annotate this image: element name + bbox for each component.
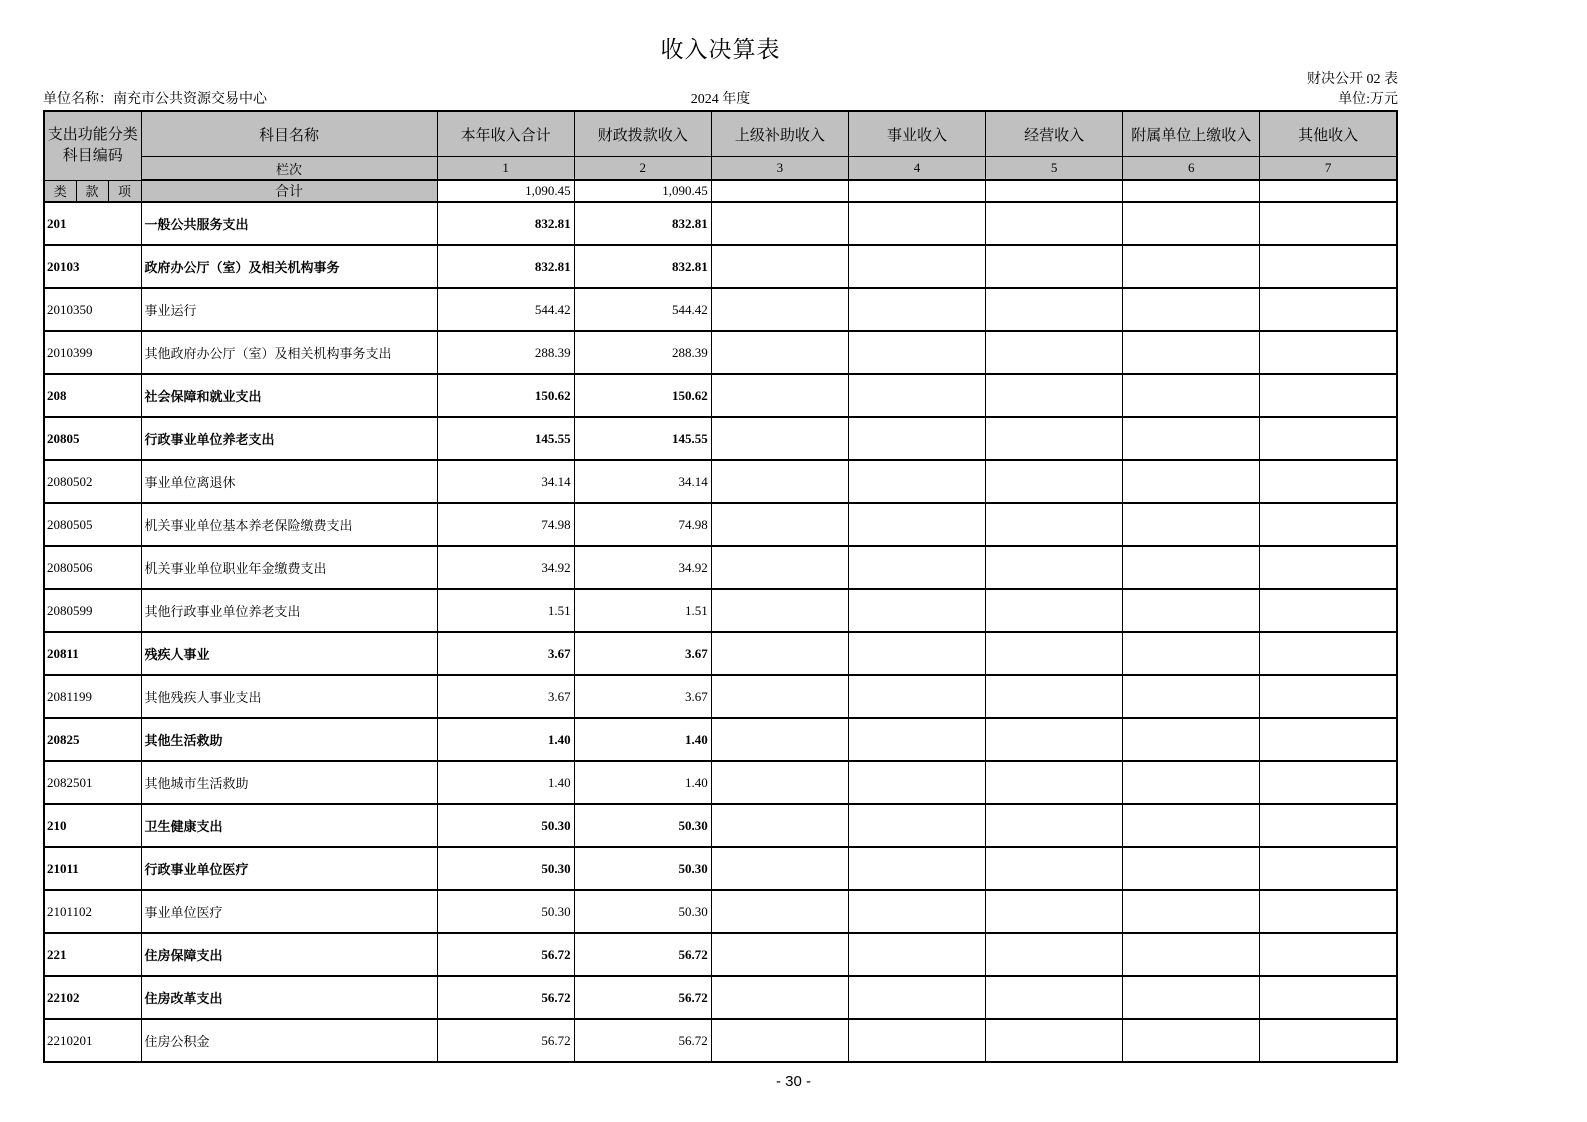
header-row-1 bbox=[44, 111, 1397, 157]
header-function-code-line1: 支出功能分类 bbox=[47, 126, 138, 143]
total-value-cell bbox=[711, 180, 848, 202]
value-cell bbox=[711, 202, 848, 245]
value-cell: 34.92 bbox=[574, 546, 711, 589]
value-cell bbox=[1123, 804, 1260, 847]
fiscal-year: 2024 年度 bbox=[690, 92, 751, 107]
value-cell: 150.62 bbox=[437, 374, 574, 417]
total-value-cell bbox=[986, 180, 1123, 202]
total-row bbox=[44, 180, 1397, 202]
value-cell: 832.81 bbox=[437, 245, 574, 288]
value-cell bbox=[848, 331, 985, 374]
value-cell bbox=[711, 632, 848, 675]
code-cell: 2082501 bbox=[44, 761, 141, 804]
name-cell: 政府办公厅（室）及相关机构事务 bbox=[141, 245, 437, 288]
value-cell: 544.42 bbox=[437, 288, 574, 331]
value-cell bbox=[848, 976, 985, 1019]
value-cell bbox=[848, 503, 985, 546]
value-cell: 1.51 bbox=[437, 589, 574, 632]
code-cell: 221 bbox=[44, 933, 141, 976]
value-cell: 56.72 bbox=[574, 933, 711, 976]
value-cell bbox=[986, 503, 1123, 546]
name-cell: 其他城市生活救助 bbox=[141, 761, 437, 804]
header-col-operating-income: 经营收入 bbox=[986, 111, 1123, 157]
value-cell bbox=[848, 632, 985, 675]
header-col-subsidiary-remittance: 附属单位上缴收入 bbox=[1123, 111, 1260, 157]
value-cell bbox=[1123, 847, 1260, 890]
table-row bbox=[44, 589, 1397, 632]
header-col-superior-subsidy: 上级补助收入 bbox=[711, 111, 848, 157]
name-cell: 事业运行 bbox=[141, 288, 437, 331]
value-cell bbox=[1260, 589, 1397, 632]
code-cell: 2080502 bbox=[44, 460, 141, 503]
value-cell: 56.72 bbox=[437, 976, 574, 1019]
value-cell: 74.98 bbox=[574, 503, 711, 546]
code-cell: 2210201 bbox=[44, 1019, 141, 1062]
value-cell bbox=[1123, 460, 1260, 503]
value-cell bbox=[1260, 718, 1397, 761]
table-row bbox=[44, 718, 1397, 761]
value-cell bbox=[986, 675, 1123, 718]
code-sub-lei: 类 bbox=[44, 180, 76, 202]
value-cell: 1.40 bbox=[574, 761, 711, 804]
value-cell: 74.98 bbox=[437, 503, 574, 546]
value-cell: 50.30 bbox=[574, 804, 711, 847]
value-cell bbox=[986, 804, 1123, 847]
value-cell: 34.92 bbox=[437, 546, 574, 589]
value-cell bbox=[711, 288, 848, 331]
col-number-1: 1 bbox=[437, 157, 574, 181]
table-row bbox=[44, 374, 1397, 417]
code-cell: 2010399 bbox=[44, 331, 141, 374]
name-cell: 其他生活救助 bbox=[141, 718, 437, 761]
name-cell: 一般公共服务支出 bbox=[141, 202, 437, 245]
value-cell: 3.67 bbox=[437, 675, 574, 718]
value-cell: 50.30 bbox=[437, 847, 574, 890]
value-cell: 56.72 bbox=[574, 1019, 711, 1062]
value-cell bbox=[986, 933, 1123, 976]
value-cell bbox=[711, 245, 848, 288]
name-cell: 事业单位离退休 bbox=[141, 460, 437, 503]
header-col-fiscal-appropriation: 财政拨款收入 bbox=[574, 111, 711, 157]
value-cell bbox=[711, 847, 848, 890]
value-cell bbox=[1123, 417, 1260, 460]
value-cell bbox=[1260, 503, 1397, 546]
header-subject-name: 科目名称 bbox=[141, 111, 437, 157]
value-cell: 288.39 bbox=[437, 331, 574, 374]
col-number-3: 3 bbox=[711, 157, 848, 181]
code-cell: 2081199 bbox=[44, 675, 141, 718]
value-cell bbox=[848, 374, 985, 417]
code-cell: 210 bbox=[44, 804, 141, 847]
name-cell: 住房公积金 bbox=[141, 1019, 437, 1062]
doc-table-label: 财决公开 02 表 bbox=[1307, 72, 1398, 87]
code-cell: 2080506 bbox=[44, 546, 141, 589]
value-cell bbox=[986, 1019, 1123, 1062]
col-number-4: 4 bbox=[848, 157, 985, 181]
name-cell: 行政事业单位养老支出 bbox=[141, 417, 437, 460]
value-cell bbox=[848, 589, 985, 632]
code-cell: 2101102 bbox=[44, 890, 141, 933]
table-row bbox=[44, 245, 1397, 288]
value-cell bbox=[986, 976, 1123, 1019]
value-cell bbox=[711, 890, 848, 933]
code-sub-xiang: 项 bbox=[108, 180, 141, 202]
table-row bbox=[44, 331, 1397, 374]
value-cell bbox=[1123, 202, 1260, 245]
value-cell: 1.40 bbox=[437, 761, 574, 804]
value-cell bbox=[848, 890, 985, 933]
value-cell bbox=[711, 976, 848, 1019]
value-cell bbox=[1123, 374, 1260, 417]
value-cell bbox=[711, 933, 848, 976]
code-cell: 2080599 bbox=[44, 589, 141, 632]
code-cell: 208 bbox=[44, 374, 141, 417]
name-cell: 其他行政事业单位养老支出 bbox=[141, 589, 437, 632]
header-row-lanci bbox=[44, 157, 1397, 181]
total-value-cell: 1,090.45 bbox=[574, 180, 711, 202]
table-row bbox=[44, 933, 1397, 976]
code-cell: 20811 bbox=[44, 632, 141, 675]
value-cell: 1.40 bbox=[574, 718, 711, 761]
value-cell bbox=[711, 460, 848, 503]
value-cell bbox=[986, 890, 1123, 933]
table-row bbox=[44, 546, 1397, 589]
name-cell: 残疾人事业 bbox=[141, 632, 437, 675]
name-cell: 社会保障和就业支出 bbox=[141, 374, 437, 417]
value-cell bbox=[711, 675, 848, 718]
table-row bbox=[44, 460, 1397, 503]
value-cell: 34.14 bbox=[437, 460, 574, 503]
value-cell: 34.14 bbox=[574, 460, 711, 503]
header-function-code bbox=[44, 111, 141, 180]
value-cell: 832.81 bbox=[437, 202, 574, 245]
unit-name: 单位名称：南充市公共资源交易中心 bbox=[43, 92, 267, 107]
value-cell bbox=[848, 933, 985, 976]
value-cell bbox=[986, 460, 1123, 503]
name-cell: 行政事业单位医疗 bbox=[141, 847, 437, 890]
code-cell: 20805 bbox=[44, 417, 141, 460]
value-cell bbox=[848, 288, 985, 331]
table-row bbox=[44, 804, 1397, 847]
table-row bbox=[44, 1019, 1397, 1062]
value-cell bbox=[848, 718, 985, 761]
value-cell bbox=[1260, 761, 1397, 804]
value-cell: 50.30 bbox=[437, 804, 574, 847]
value-cell: 3.67 bbox=[437, 632, 574, 675]
value-cell: 145.55 bbox=[437, 417, 574, 460]
name-cell: 卫生健康支出 bbox=[141, 804, 437, 847]
value-cell: 3.67 bbox=[574, 632, 711, 675]
header-col-institutional-income: 事业收入 bbox=[848, 111, 985, 157]
value-cell bbox=[848, 675, 985, 718]
col-number-5: 5 bbox=[986, 157, 1123, 181]
value-cell bbox=[711, 546, 848, 589]
value-cell bbox=[1123, 546, 1260, 589]
value-cell bbox=[711, 718, 848, 761]
value-cell bbox=[986, 202, 1123, 245]
value-cell bbox=[1260, 1019, 1397, 1062]
page-number: - 30 - bbox=[775, 1073, 811, 1090]
value-cell bbox=[1123, 331, 1260, 374]
value-cell bbox=[986, 245, 1123, 288]
value-cell bbox=[848, 1019, 985, 1062]
value-cell: 1.40 bbox=[437, 718, 574, 761]
value-cell: 832.81 bbox=[574, 245, 711, 288]
col-number-7: 7 bbox=[1260, 157, 1397, 181]
table-row bbox=[44, 890, 1397, 933]
value-cell bbox=[1260, 245, 1397, 288]
table-row bbox=[44, 503, 1397, 546]
value-cell bbox=[1260, 374, 1397, 417]
value-cell bbox=[986, 546, 1123, 589]
value-cell bbox=[1123, 976, 1260, 1019]
value-cell bbox=[1260, 417, 1397, 460]
name-cell: 其他政府办公厅（室）及相关机构事务支出 bbox=[141, 331, 437, 374]
page-title: 收入决算表 bbox=[660, 37, 781, 62]
code-cell: 20825 bbox=[44, 718, 141, 761]
value-cell bbox=[1123, 1019, 1260, 1062]
name-cell: 住房保障支出 bbox=[141, 933, 437, 976]
value-cell bbox=[848, 847, 985, 890]
value-cell bbox=[1260, 847, 1397, 890]
value-cell bbox=[1260, 804, 1397, 847]
value-cell bbox=[1123, 503, 1260, 546]
header-col-other-income: 其他收入 bbox=[1260, 111, 1397, 157]
table-row bbox=[44, 761, 1397, 804]
value-cell: 145.55 bbox=[574, 417, 711, 460]
value-cell bbox=[1260, 202, 1397, 245]
value-cell bbox=[1260, 546, 1397, 589]
name-cell: 住房改革支出 bbox=[141, 976, 437, 1019]
name-cell: 机关事业单位基本养老保险缴费支出 bbox=[141, 503, 437, 546]
value-cell bbox=[986, 417, 1123, 460]
value-cell bbox=[986, 374, 1123, 417]
code-cell: 22102 bbox=[44, 976, 141, 1019]
value-cell bbox=[986, 761, 1123, 804]
value-cell: 56.72 bbox=[437, 933, 574, 976]
name-cell: 其他残疾人事业支出 bbox=[141, 675, 437, 718]
value-cell bbox=[711, 804, 848, 847]
header-col-total-income: 本年收入合计 bbox=[437, 111, 574, 157]
value-cell: 832.81 bbox=[574, 202, 711, 245]
value-cell: 3.67 bbox=[574, 675, 711, 718]
col-number-2: 2 bbox=[574, 157, 711, 181]
total-value-cell bbox=[1123, 180, 1260, 202]
value-cell bbox=[1260, 460, 1397, 503]
meta-row bbox=[43, 88, 1398, 108]
value-cell bbox=[848, 761, 985, 804]
col-number-6: 6 bbox=[1123, 157, 1260, 181]
value-cell bbox=[1123, 632, 1260, 675]
value-cell: 288.39 bbox=[574, 331, 711, 374]
value-cell bbox=[1260, 933, 1397, 976]
value-cell bbox=[1123, 589, 1260, 632]
code-cell: 2080505 bbox=[44, 503, 141, 546]
value-cell bbox=[848, 460, 985, 503]
value-cell bbox=[986, 847, 1123, 890]
value-cell bbox=[1123, 675, 1260, 718]
value-cell bbox=[848, 804, 985, 847]
value-cell bbox=[711, 589, 848, 632]
value-cell bbox=[711, 761, 848, 804]
value-cell bbox=[1123, 288, 1260, 331]
table-row bbox=[44, 202, 1397, 245]
table-row bbox=[44, 632, 1397, 675]
value-cell bbox=[986, 589, 1123, 632]
value-cell bbox=[711, 503, 848, 546]
value-cell bbox=[848, 546, 985, 589]
value-cell bbox=[711, 1019, 848, 1062]
name-cell: 机关事业单位职业年金缴费支出 bbox=[141, 546, 437, 589]
name-cell: 事业单位医疗 bbox=[141, 890, 437, 933]
code-cell: 2010350 bbox=[44, 288, 141, 331]
value-cell: 50.30 bbox=[574, 890, 711, 933]
total-label: 合计 bbox=[141, 180, 437, 202]
unit-of-measure: 单位:万元 bbox=[1338, 92, 1398, 107]
table-row bbox=[44, 675, 1397, 718]
value-cell bbox=[1123, 890, 1260, 933]
value-cell bbox=[848, 245, 985, 288]
code-cell: 20103 bbox=[44, 245, 141, 288]
header-function-code-line2: 科目编码 bbox=[62, 147, 123, 164]
value-cell bbox=[986, 632, 1123, 675]
code-sub-kuan: 款 bbox=[76, 180, 108, 202]
value-cell bbox=[711, 331, 848, 374]
total-value-cell bbox=[848, 180, 985, 202]
value-cell: 544.42 bbox=[574, 288, 711, 331]
value-cell: 50.30 bbox=[574, 847, 711, 890]
value-cell: 1.51 bbox=[574, 589, 711, 632]
total-value-cell bbox=[1260, 180, 1397, 202]
table-row bbox=[44, 847, 1397, 890]
value-cell bbox=[848, 417, 985, 460]
value-cell bbox=[1123, 761, 1260, 804]
value-cell bbox=[711, 417, 848, 460]
income-final-accounts-table bbox=[43, 110, 1398, 1063]
total-value-cell: 1,090.45 bbox=[437, 180, 574, 202]
value-cell bbox=[1123, 933, 1260, 976]
code-cell: 201 bbox=[44, 202, 141, 245]
value-cell bbox=[986, 331, 1123, 374]
value-cell bbox=[1260, 976, 1397, 1019]
value-cell: 50.30 bbox=[437, 890, 574, 933]
value-cell bbox=[1260, 632, 1397, 675]
table-row bbox=[44, 976, 1397, 1019]
value-cell bbox=[1260, 288, 1397, 331]
value-cell: 56.72 bbox=[437, 1019, 574, 1062]
value-cell: 150.62 bbox=[574, 374, 711, 417]
value-cell bbox=[848, 202, 985, 245]
value-cell bbox=[711, 374, 848, 417]
value-cell bbox=[1123, 245, 1260, 288]
lanci-label: 栏次 bbox=[141, 157, 437, 181]
value-cell bbox=[1123, 718, 1260, 761]
table-row bbox=[44, 288, 1397, 331]
value-cell bbox=[1260, 331, 1397, 374]
value-cell bbox=[986, 718, 1123, 761]
code-cell: 21011 bbox=[44, 847, 141, 890]
value-cell bbox=[1260, 890, 1397, 933]
value-cell bbox=[986, 288, 1123, 331]
value-cell: 56.72 bbox=[574, 976, 711, 1019]
value-cell bbox=[1260, 675, 1397, 718]
table-row bbox=[44, 417, 1397, 460]
